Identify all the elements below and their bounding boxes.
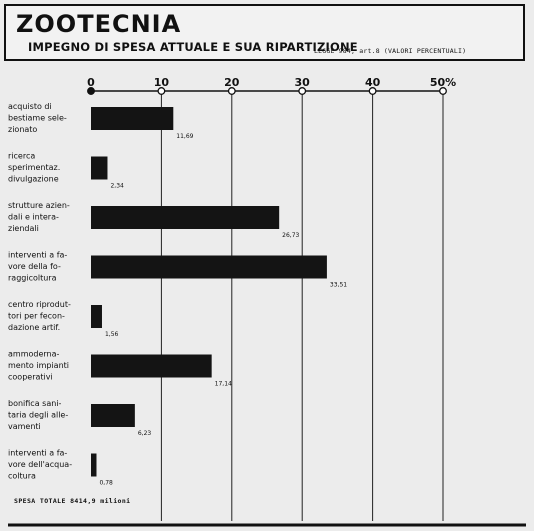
value-label: 11,69 — [176, 133, 194, 140]
category-label: bestiame sele- — [8, 113, 67, 123]
category-label: zionato — [8, 125, 38, 134]
category-label: ammoderna- — [8, 349, 60, 359]
x-tick-label: 50% — [429, 76, 457, 89]
value-label: 1,56 — [104, 331, 119, 338]
category-label: interventi a fa- — [8, 448, 68, 458]
category-label: vore della fo- — [8, 262, 61, 271]
bar — [91, 454, 96, 477]
total-spending-label: SPESA TOTALE 8414,9 milioni — [14, 497, 131, 505]
page-title: ZOOTECNIA — [16, 10, 182, 38]
category-label: interventi a fa- — [8, 250, 68, 260]
x-tick-label: 20 — [224, 76, 240, 89]
category-label: raggicoltura — [8, 273, 57, 283]
category-label: cooperativi — [8, 372, 53, 382]
category-label: sperimentaz. — [8, 163, 61, 172]
value-label: 6,23 — [137, 430, 152, 437]
category-label: divulgazione — [8, 174, 59, 184]
value-label: 33,51 — [329, 281, 348, 289]
category-label: ziendali — [8, 224, 39, 233]
category-label: vamenti — [8, 422, 41, 431]
value-label: 26,73 — [282, 232, 300, 239]
chart-subtitle: IMPEGNO DI SPESA ATTUALE E SUA RIPARTIZIONE — [28, 40, 358, 54]
value-label: 0,78 — [99, 479, 113, 487]
category-label: coltura — [8, 471, 36, 481]
category-label: mento impianti — [8, 361, 70, 370]
category-label: tori per fecon- — [8, 311, 65, 321]
law-note: LEGGE 984, art.8 (VALORI PERCENTUALI) — [314, 47, 467, 55]
bar — [91, 355, 212, 378]
bar — [91, 107, 173, 130]
bar — [91, 206, 279, 229]
x-tick-label: 30 — [294, 76, 310, 89]
category-label: acquisto di — [8, 102, 52, 111]
x-tick-label: 0 — [87, 76, 95, 89]
category-label: dali e intera- — [8, 212, 59, 222]
x-tick-label: 10 — [153, 76, 170, 89]
category-label: strutture azien- — [8, 201, 70, 210]
category-label: dazione artif. — [8, 323, 61, 332]
category-label: vore dell'acqua- — [8, 460, 73, 469]
value-label: 2,34 — [110, 182, 124, 190]
value-label: 17,14 — [214, 380, 232, 388]
bar — [91, 256, 327, 279]
category-label: ricerca — [8, 151, 36, 161]
category-label: taria degli alle- — [8, 410, 69, 420]
bar — [91, 305, 102, 328]
x-tick-label: 40 — [364, 76, 381, 89]
category-label: centro riprodut- — [8, 300, 71, 309]
bar — [91, 404, 135, 427]
category-label: bonifica sani- — [8, 399, 62, 408]
bar — [91, 157, 107, 180]
